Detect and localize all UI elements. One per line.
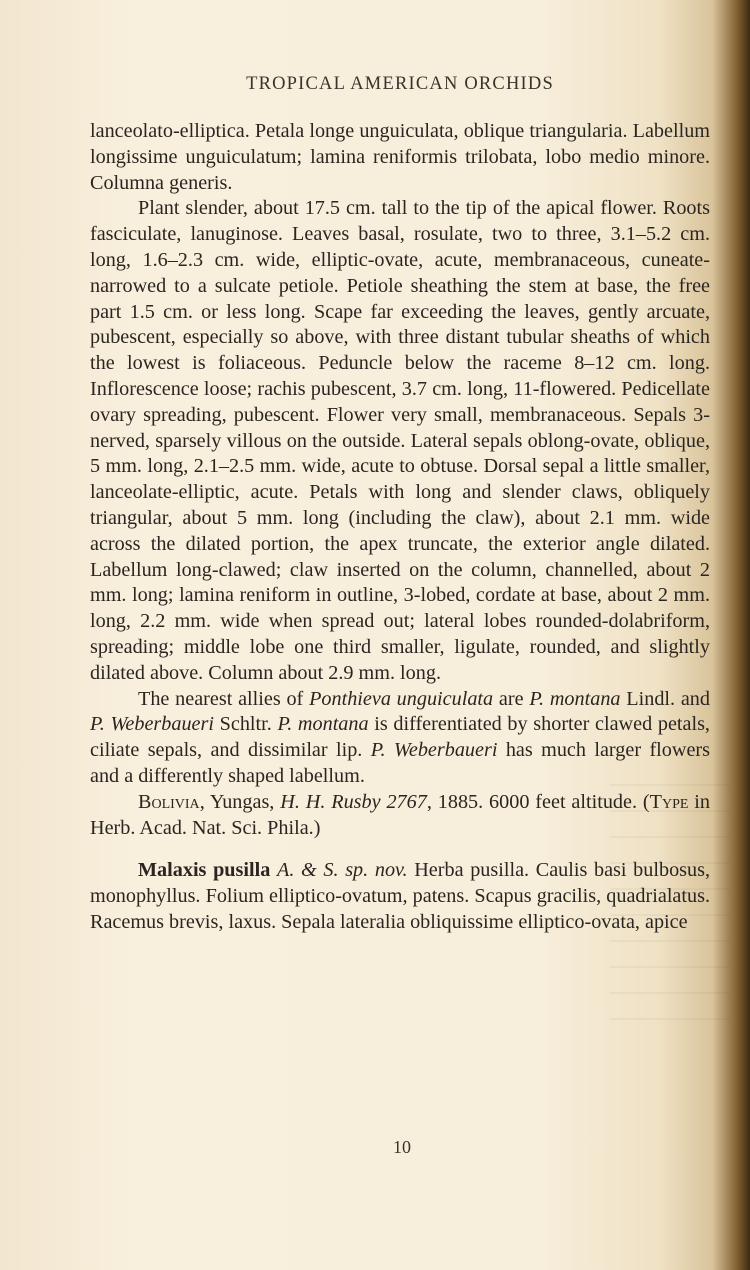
citation-text: in Herb. Acad. Nat. Sci. Phila.) — [90, 790, 710, 839]
spacer — [270, 859, 277, 881]
species-name: P. Weberbaueri — [90, 713, 214, 736]
body-text — [90, 119, 710, 936]
collector-number: H. H. Rusby 2767 — [280, 790, 427, 813]
species-name: P. montana — [277, 713, 369, 736]
allies-text: The nearest allies of — [138, 687, 310, 710]
allies-text: is differentiated by shorter clawed petals, ciliate sepals, and dissimilar lip. — [90, 713, 710, 762]
latin-description: Herba pusilla. Caulis basi bulbosus, monophyllus. Folium elliptico-ovatum, patens. Scapus gracilis, quadrialatus. Racemus brevis, laxus. Sepala lateralia obliquissime elliptico-ovata, apice — [90, 859, 711, 933]
allies-text: Schltr. — [213, 713, 278, 736]
type-label: Type — [649, 790, 689, 813]
new-species-name: Malaxis pusilla — [138, 859, 271, 882]
paragraph-latin-description-end: lanceolato-elliptica. Petala longe unguiculata, oblique triangularia. Labellum longissime unguiculatum; lamina reniformis trilobata, lobo medio minore. Columna generis. — [90, 120, 710, 194]
species-name: P. Weberbaueri — [370, 739, 498, 762]
country-name: Bolivia — [138, 790, 200, 813]
allies-text: has much larger flowers and a differently shaped labellum. — [90, 739, 710, 787]
species-name: P. montana — [529, 687, 621, 710]
page-number: 10 — [393, 1137, 411, 1157]
species-name: Ponthieva unguiculata — [309, 687, 494, 710]
running-head: TROPICAL AMERICAN ORCHIDS — [246, 74, 554, 94]
paragraph-specimen-citation — [90, 790, 710, 842]
paragraph-allies — [90, 687, 710, 790]
author-citation: A. & S. sp. nov. — [276, 859, 408, 882]
citation-text: , Yungas, — [199, 790, 281, 813]
paragraph-malaxis-pusilla — [90, 858, 710, 935]
allies-text: Lindl. and — [620, 687, 710, 710]
paragraph-english-description: Plant slender, about 17.5 cm. tall to the tip of the apical flower. Roots fasciculate, lanuginose. Leaves basal, rosulate, two to three, 3.1–5.2 cm. long, 1.6–2.3 cm. wide, elliptic-ovate, acute, membranaceous, cuneate-narrowed to a sulcate petiole. Petiole sheathing the stem at base, the free part 1.5 cm. or less long. Scape far exceeding the leaves, gently arcuate, pubescent, especially so above, with three distant tubular sheaths of which the lowest is foliaceous. Peduncle below the raceme 8–12 cm. long. Inflorescence loose; rachis pubescent, 3.7 cm. long, 11-flowered. Pedicellate ovary spreading, pubescent. Flower very small, membranaceous. Sepals 3-nerved, sparsely villous on the outside. Lateral sepals oblong-ovate, oblique, 5 mm. long, 2.1–2.5 mm. wide, acute to obtuse. Dorsal sepal a little smaller, lanceolate-elliptic, acute. Petals with long and slender claws, obliquely triangular, about 5 mm. long (including the claw), about 2.1 mm. wide across the dilated portion, the apex truncate, the exterior angle dilated. Labellum long-clawed; claw inserted on the column, channelled, about 2 mm. long; lamina reniform in outline, 3-lobed, cordate at base, about 2 mm. long, 2.2 mm. wide when spread out; lateral lobes rounded-dolabriform, spreading; middle lobe one third smaller, ligulate, rounded, and slightly dilated above. Column about 2.9 mm. long. — [90, 197, 710, 684]
allies-text: are — [493, 687, 530, 710]
citation-text: , 1885. 6000 feet altitude. ( — [426, 790, 650, 813]
